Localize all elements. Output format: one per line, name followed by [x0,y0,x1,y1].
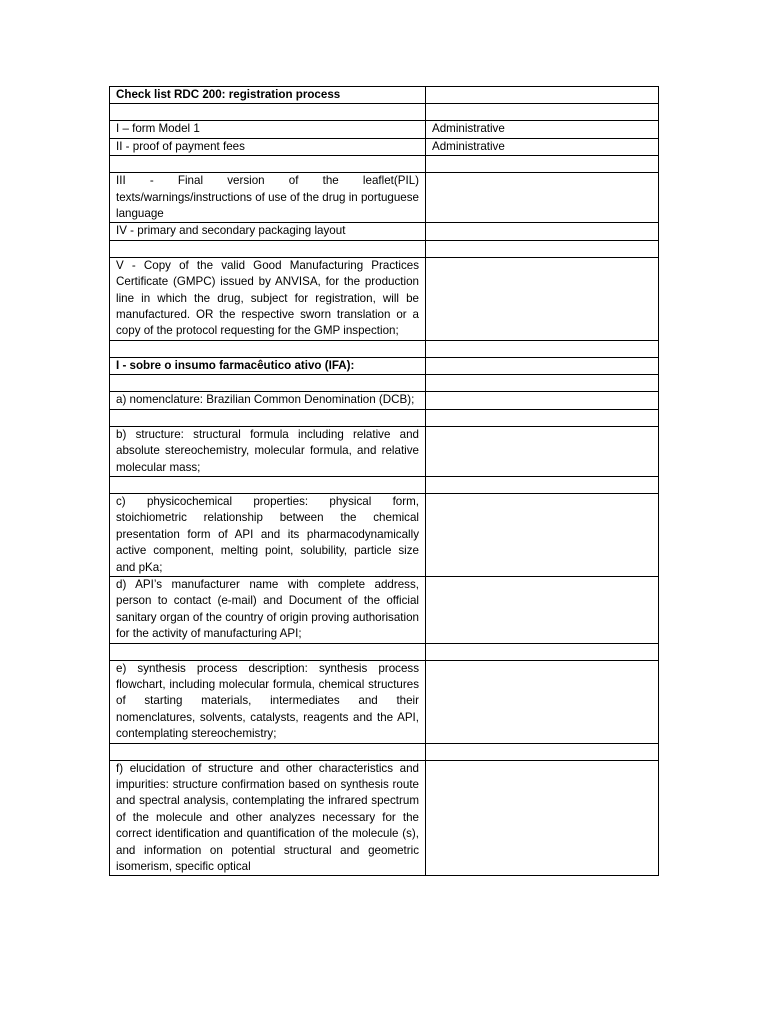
checklist-title: Check list RDC 200: registration process [110,87,426,104]
item-gmp-certificate: V - Copy of the valid Good Manufacturing Practices Certificate (GMPC) issued by ANVISA, for the production line in which the drug, subject for registration, will be manufactured. OR the respective sworn translation or a copy of the protocol requesting for the GMP inspection; [110,257,426,340]
table-row [110,576,659,643]
table-row [110,257,659,340]
section-heading-ifa: I - sobre o insumo farmacêutico ativo (IFA): [110,357,426,374]
item-form-model-category: Administrative [426,121,659,138]
table-cell [426,257,659,340]
item-a-nomenclature: a) nomenclature: Brazilian Common Denomination (DCB); [110,392,426,409]
table-row [110,476,659,493]
item-payment-fees-category: Administrative [426,138,659,155]
item-d-manufacturer: d) API’s manufacturer name with complete address, person to contact (e-mail) and Document of the official sanitary organ of the country of origin proving authorisation for the activity of manufacturing API; [110,576,426,643]
table-row [110,409,659,426]
table-cell [426,173,659,223]
item-form-model: I – form Model 1 [110,121,426,138]
table-row [110,87,659,104]
table-row [110,156,659,173]
item-payment-fees: II - proof of payment fees [110,138,426,155]
item-f-elucidation: f) elucidation of structure and other characteristics and impurities: structure confirmation based on synthesis route and spectral analysis, contemplating the infrared spectrum of the molecule and other analyzes necessary for the correct identification and quantification of the molecule (s), and information on potential structural and geometric isomerism, specific optical [110,760,426,876]
table-row [110,493,659,576]
table-row [110,426,659,476]
table-row [110,660,659,743]
table-cell [426,223,659,240]
table-row [110,760,659,876]
table-row [110,357,659,374]
item-e-synthesis: e) synthesis process description: synthesis process flowchart, including molecular formula, chemical structures of starting materials, intermediates and their nomenclatures, solvents, catalysts, reagents and the API, contemplating stereochemistry; [110,660,426,743]
checklist-table [109,86,659,876]
table-row [110,340,659,357]
table-row [110,392,659,409]
table-row [110,240,659,257]
table-row [110,173,659,223]
table-row [110,375,659,392]
item-b-structure: b) structure: structural formula including relative and absolute stereochemistry, molecular formula, and relative molecular mass; [110,426,426,476]
item-leaflet: III - Final version of the leaflet(PIL) texts/warnings/instructions of use of the drug in portuguese language [110,173,426,223]
table-row [110,743,659,760]
table-row [110,223,659,240]
table-row [110,121,659,138]
item-packaging-layout: IV - primary and secondary packaging layout [110,223,426,240]
table-row [110,643,659,660]
table-row [110,138,659,155]
item-c-physicochemical: c) physicochemical properties: physical form, stoichiometric relationship between the chemical presentation form of API and its pharmacodynamically active component, melting point, solubility, particle size and pKa; [110,493,426,576]
table-row [110,104,659,121]
table-cell [426,87,659,104]
